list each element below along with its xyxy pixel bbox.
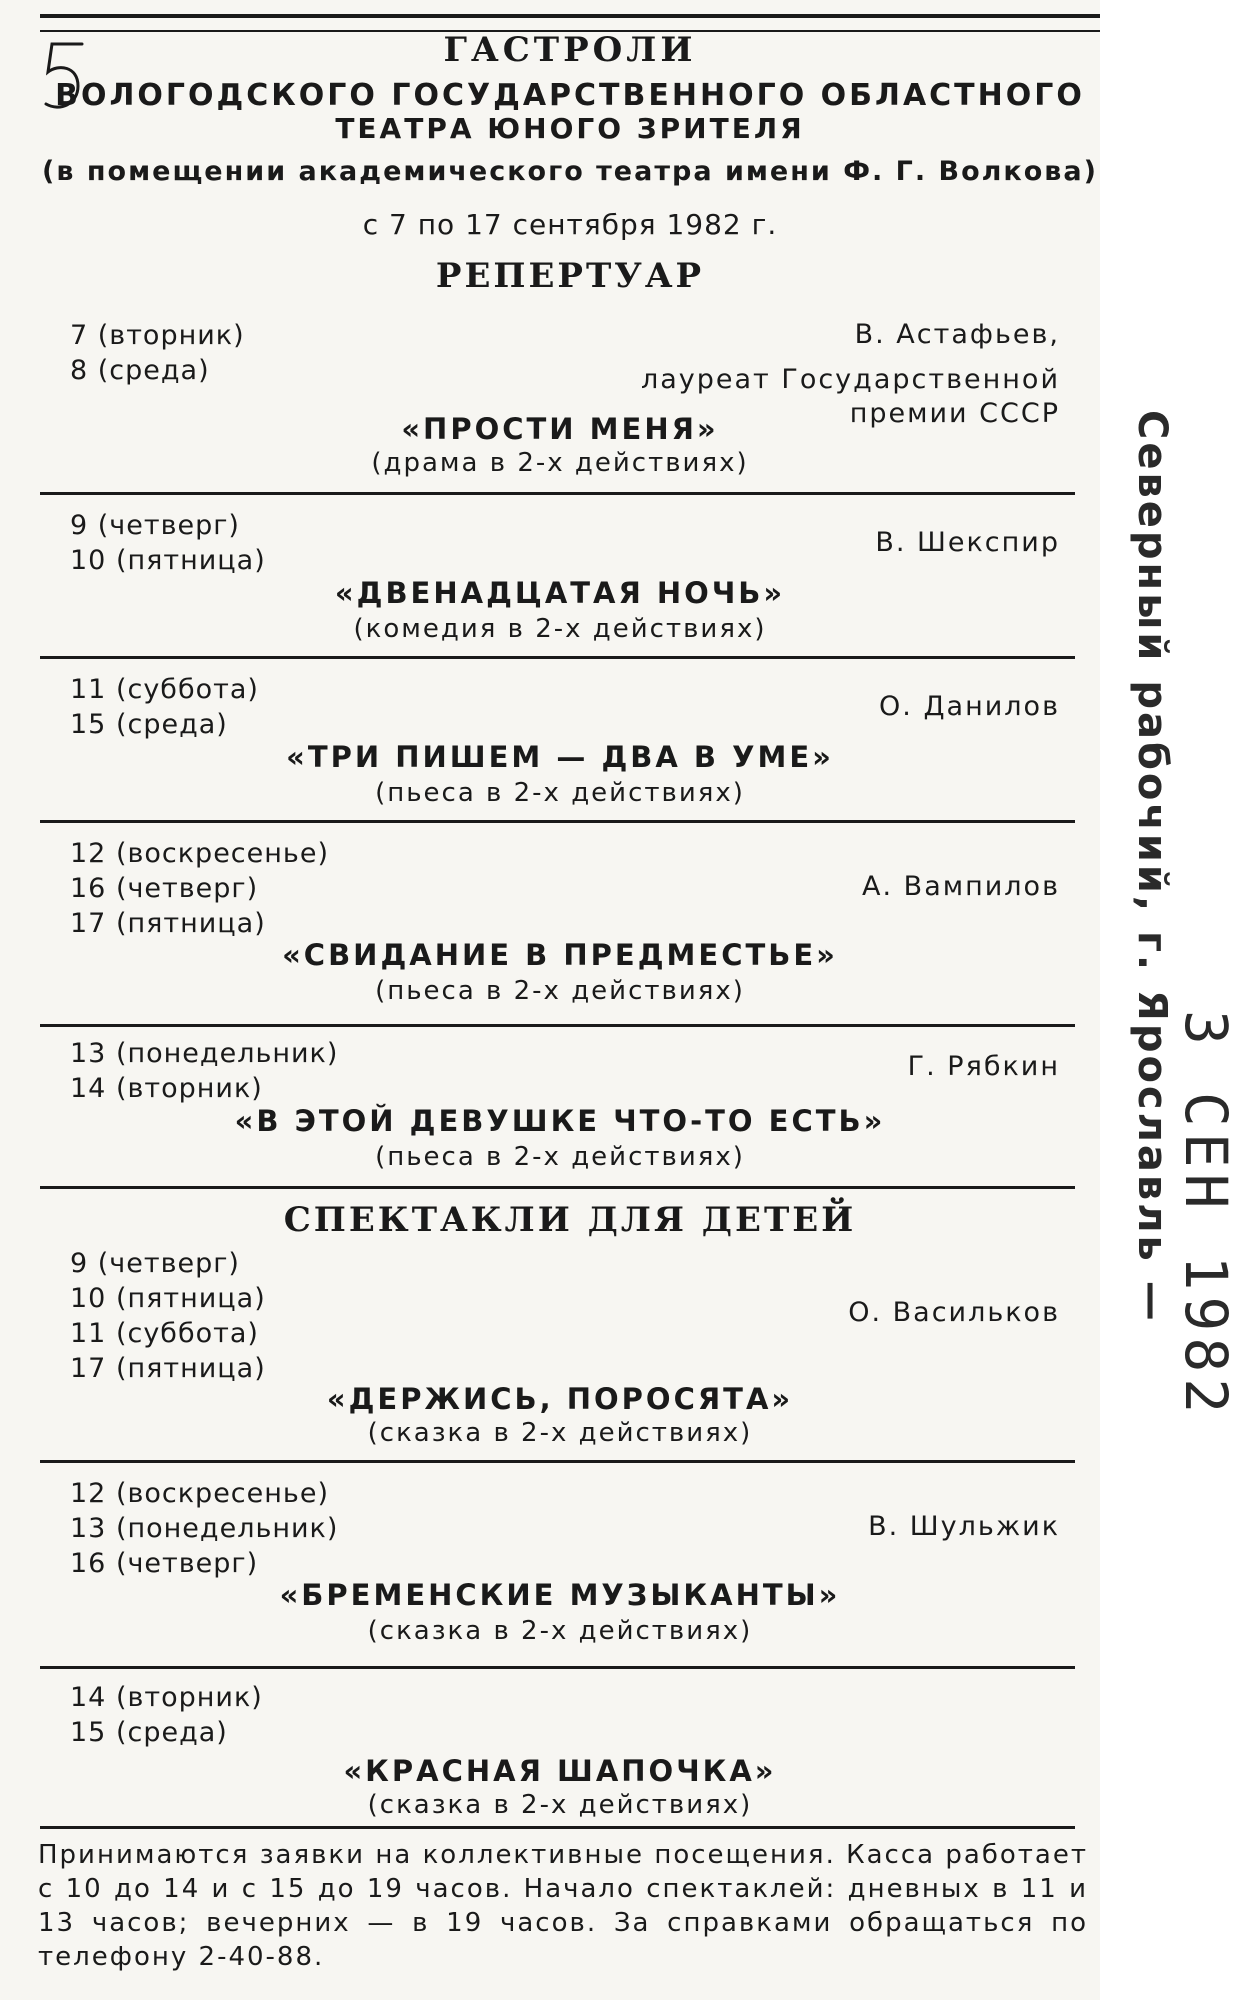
divider [40,1024,1075,1027]
date-row: 8 (среда) [70,355,210,386]
date-row: 16 (четверг) [70,1548,259,1579]
date-row: 13 (понедельник) [70,1513,339,1544]
play-author: В. Шульжик [868,1511,1060,1542]
play-title: «ПРОСТИ МЕНЯ» [401,412,719,446]
date-row: 9 (четверг) [70,510,240,541]
play-author: В. Шекспир [875,527,1060,558]
date-row: 14 (вторник) [70,1682,263,1713]
play-dates [70,1680,263,1750]
newspaper-stamp [1110,410,1240,1420]
play-entry [60,1036,1060,1176]
date-row: 11 (суббота) [70,674,259,705]
play-title: «ДЕРЖИСЬ, ПОРОСЯТА» [326,1382,794,1416]
footer-note: Принимаются заявки на коллективные посещения. Касса работает с 10 до 14 и с 15 до 19 часов. Начало спектаклей: дневных в 11 и 13 часов; вечерних — в 19 часов. За справками обращаться по телефону 2-40-88. [38,1840,1088,1972]
play-genre: (пьеса в 2-х действиях) [375,1142,745,1172]
date-row: 9 (четверг) [70,1248,240,1279]
divider [40,492,1075,495]
date-row: 11 (суббота) [70,1318,259,1349]
children-heading: СПЕКТАКЛИ ДЛЯ ДЕТЕЙ [283,1200,857,1240]
play-dates [70,508,266,578]
theatre-name: ТЕАТРА ЮНОГО ЗРИТЕЛЯ [335,112,805,145]
play-title: «СВИДАНИЕ В ПРЕДМЕСТЬЕ» [282,938,838,972]
play-entry [60,1246,1060,1446]
stamp-source: Северный рабочий, г. Ярославль — [1129,410,1175,1324]
play-dates [70,836,329,941]
play-entry [60,508,1060,648]
award-line: премии СССР [849,398,1060,429]
date-row: 12 (воскресенье) [70,838,329,869]
divider [40,820,1075,823]
date-row: 17 (пятница) [70,908,266,939]
repertoire-heading: РЕПЕРТУАР [435,256,705,296]
play-title: «КРАСНАЯ ШАПОЧКА» [343,1754,777,1788]
date-row: 12 (воскресенье) [70,1478,329,1509]
divider [40,1186,1075,1189]
play-author: Г. Рябкин [907,1051,1060,1082]
play-author: О. Данилов [879,691,1060,722]
date-row: 14 (вторник) [70,1073,263,1104]
play-genre: (пьеса в 2-х действиях) [375,976,745,1006]
play-entry [60,1680,1060,1820]
stamp-date: 3 СЕН 1982 [1172,1010,1240,1420]
play-genre: (драма в 2-х действиях) [371,448,749,478]
play-title: «ТРИ ПИШЕМ — ДВА В УМЕ» [286,740,834,774]
play-dates [70,672,259,742]
theatre-org: ВОЛОГОДСКОГО ГОСУДАРСТВЕННОГО ОБЛАСТНОГО [55,78,1085,113]
date-row: 16 (четверг) [70,873,259,904]
award-line: лауреат Государственной [640,364,1060,395]
tour-dates: с 7 по 17 сентября 1982 г. [362,208,778,241]
date-row: 13 (понедельник) [70,1038,339,1069]
divider [40,656,1075,659]
play-entry [60,1476,1060,1656]
date-row: 15 (среда) [70,709,228,740]
play-dates [70,1476,338,1581]
play-dates [70,1246,266,1386]
play-entry [60,318,1060,483]
venue-note: (в помещении академического театра имени Ф. Г. Волкова) [42,156,1098,187]
play-entry [60,672,1060,812]
play-genre: (сказка в 2-х действиях) [367,1790,753,1820]
play-author: А. Вампилов [862,871,1060,902]
divider [40,1666,1075,1669]
play-entry [60,836,1060,1016]
play-title: «ДВЕНАДЦАТАЯ НОЧЬ» [334,576,786,610]
play-genre: (комедия в 2-х действиях) [353,614,767,644]
date-row: 7 (вторник) [70,320,245,351]
tour-title: ГАСТРОЛИ [443,30,697,70]
date-row: 10 (пятница) [70,1283,266,1314]
play-dates [70,318,245,388]
date-row: 10 (пятница) [70,545,266,576]
play-genre: (сказка в 2-х действиях) [367,1616,753,1646]
play-title: «В ЭТОЙ ДЕВУШКЕ ЧТО-ТО ЕСТЬ» [234,1104,886,1138]
date-row: 17 (пятница) [70,1353,266,1384]
play-author: О. Васильков [848,1297,1060,1328]
date-row: 15 (среда) [70,1717,228,1748]
play-genre: (сказка в 2-х действиях) [367,1418,753,1448]
play-genre: (пьеса в 2-х действиях) [375,778,745,808]
play-title: «БРЕМЕНСКИЕ МУЗЫКАНТЫ» [279,1578,841,1612]
play-author: В. Астафьев, [854,319,1060,350]
play-dates [70,1036,338,1106]
divider [40,1826,1075,1829]
divider [40,1460,1075,1463]
